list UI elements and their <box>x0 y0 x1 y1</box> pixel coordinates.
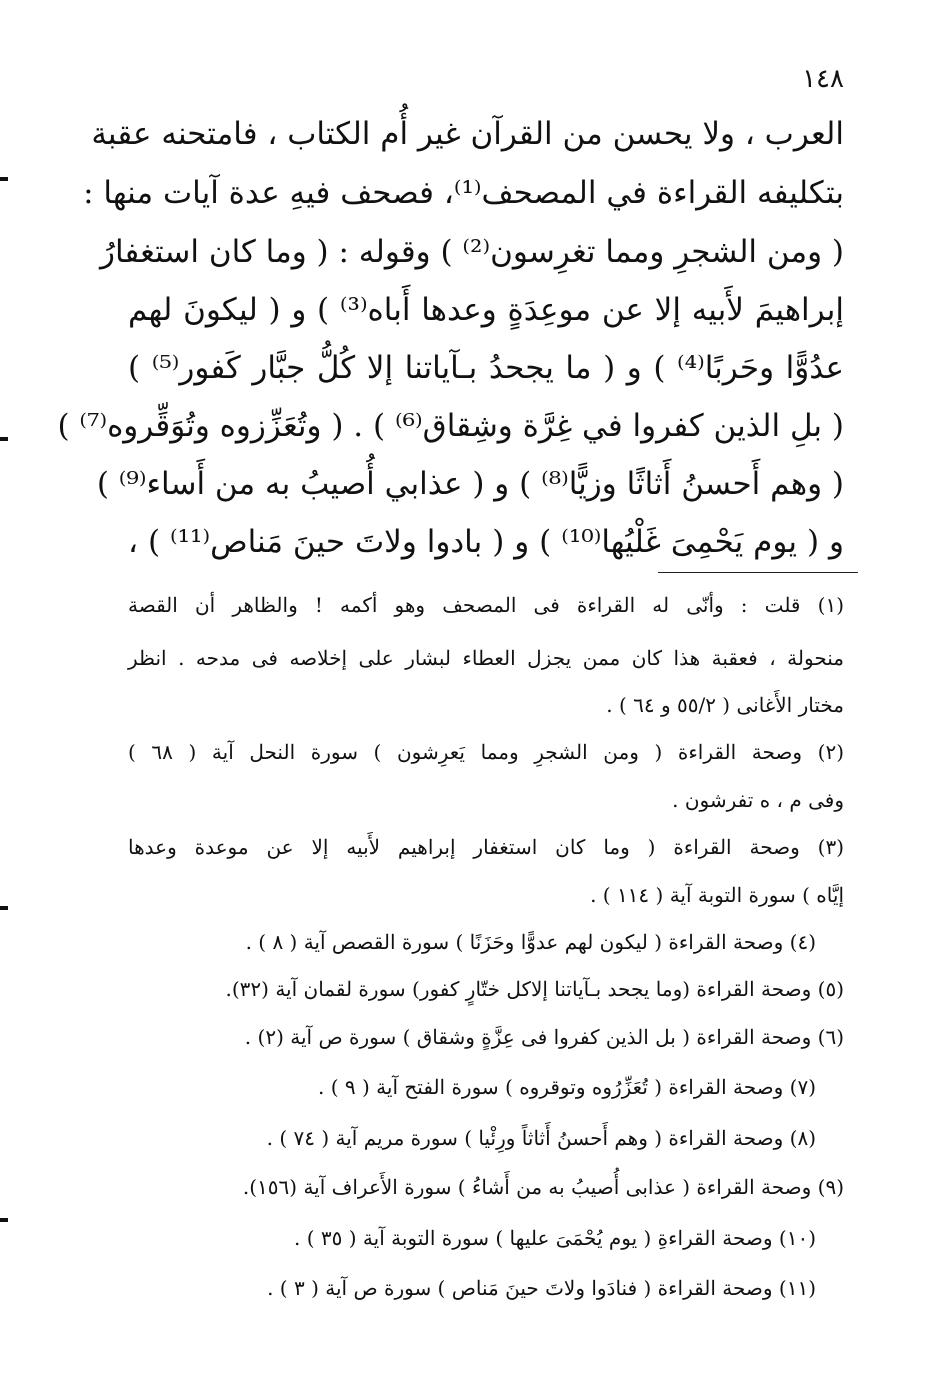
footnote-line: (٧) وصحة القراءة ( تُعَزِّرُوه وتوقروه ) سورة الفتح آية ( ٩ ) . <box>318 1075 816 1099</box>
footnote-divider <box>658 572 858 573</box>
page-number: ١٤٨ <box>802 64 844 94</box>
footnote-line: مختار الأَغانى ( ٥٥/٢ و ٦٤ ) . <box>606 693 844 717</box>
footnote-line: منحولة ، فعقبة هذا كان ممن يجزل العطاء لبشار على إخلاصه فى مدحه . انظر <box>128 646 844 670</box>
scan-margin-mark <box>0 906 8 910</box>
body-line: بتكليفه القراءة في المصحف⁽¹⁾، فصحف فيهِ عدة آيات منها : <box>83 175 844 211</box>
footnote-line: (٨) وصحة القراءة ( وهم أَحسنُ أَثاثاً ورِئْيا ) سورة مريم آية ( ٧٤ ) . <box>266 1126 816 1150</box>
body-line: العرب ، ولا يحسن من القرآن غير أُم الكتاب ، فامتحنه عقبة <box>91 116 844 152</box>
footnote-line: (٣) وصحة القراءة ( وما كان استغفار إبراهيم لأَبيه إلا عن موعدة وعدها <box>128 835 844 859</box>
scan-margin-mark <box>0 177 8 181</box>
footnote-line: (١) قلت : وأنّى له القراءة فى المصحف وهو أكمه ! والظاهر أن القصة <box>128 593 844 617</box>
footnote-line: (٢) وصحة القراءة ( ومن الشجرِ ومما يَعرِشون ) سورة النحل آية ( ٦٨ ) <box>128 740 844 764</box>
footnote-line: (١٠) وصحة القراءةِ ( يوم يُحْمَىَ عليها ) سورة التوبة آية ( ٣٥ ) . <box>294 1226 816 1250</box>
body-line: ( بلِ الذين كفروا في غِرَّة وشِقاق⁽⁶⁾ ) . ( وتُعَزِّزوه وتُوَقِّروه⁽⁷⁾ ) <box>57 408 844 444</box>
body-line: و ( يوم يَحْمِىَ غَلْيُها⁽¹⁰⁾ ) و ( بادوا ولاتَ حينَ مَناص⁽¹¹⁾ ) ، <box>128 524 844 560</box>
footnote-line: وفى م ، ه تفرشون . <box>672 788 844 812</box>
footnote-line: (٤) وصحة القراءة ( ليكون لهم عدوًّا وحَزَنًا ) سورة القصص آية ( ٨ ) . <box>245 930 816 954</box>
footnote-line: (٦) وصحة القراءة ( بل الذين كفروا فى عِزَّةٍ وشقاق ) سورة ص آية (٢) . <box>244 1025 844 1049</box>
footnote-line: إيَّاه ) سورة التوبة آية ( ١١٤ ) . <box>590 883 844 907</box>
body-line: عدُوًّا وحَربًا⁽⁴⁾ ) و ( ما يجحدُ بـآياتنا إلا كُلُّ جبَّار كَفور⁽⁵⁾ ) <box>128 350 844 386</box>
footnote-line: (١١) وصحة القراءة ( فنادَوا ولاتَ حينَ مَناص ) سورة ص آية ( ٣ ) . <box>267 1276 816 1300</box>
scan-margin-mark <box>0 1218 8 1222</box>
scan-margin-mark <box>0 437 8 441</box>
footnote-line: (٥) وصحة القراءة (وما يجحد بـآياتنا إلاكل ختّارٍ كفور) سورة لقمان آية (٣٢). <box>225 977 844 1001</box>
body-line: ( وهم أَحسنُ أَثاثًا وزيًّا⁽⁸⁾ ) و ( عذابي أُصيبُ به من أَساء⁽⁹⁾ ) <box>96 466 844 502</box>
body-line: إبراهيمَ لأَبيه إلا عن موعِدَةٍ وعدها أَباه⁽³⁾ ) و ( ليكونَ لهم <box>128 292 844 328</box>
body-line: ( ومن الشجرِ ومما تغرِسون⁽²⁾ ) وقوله : ( وما كان استغفارُ <box>99 234 844 270</box>
footnote-line: (٩) وصحة القراءة ( عذابى أُصيبُ به من أَشاءُ ) سورة الأَعراف آية (١٥٦). <box>242 1175 844 1199</box>
